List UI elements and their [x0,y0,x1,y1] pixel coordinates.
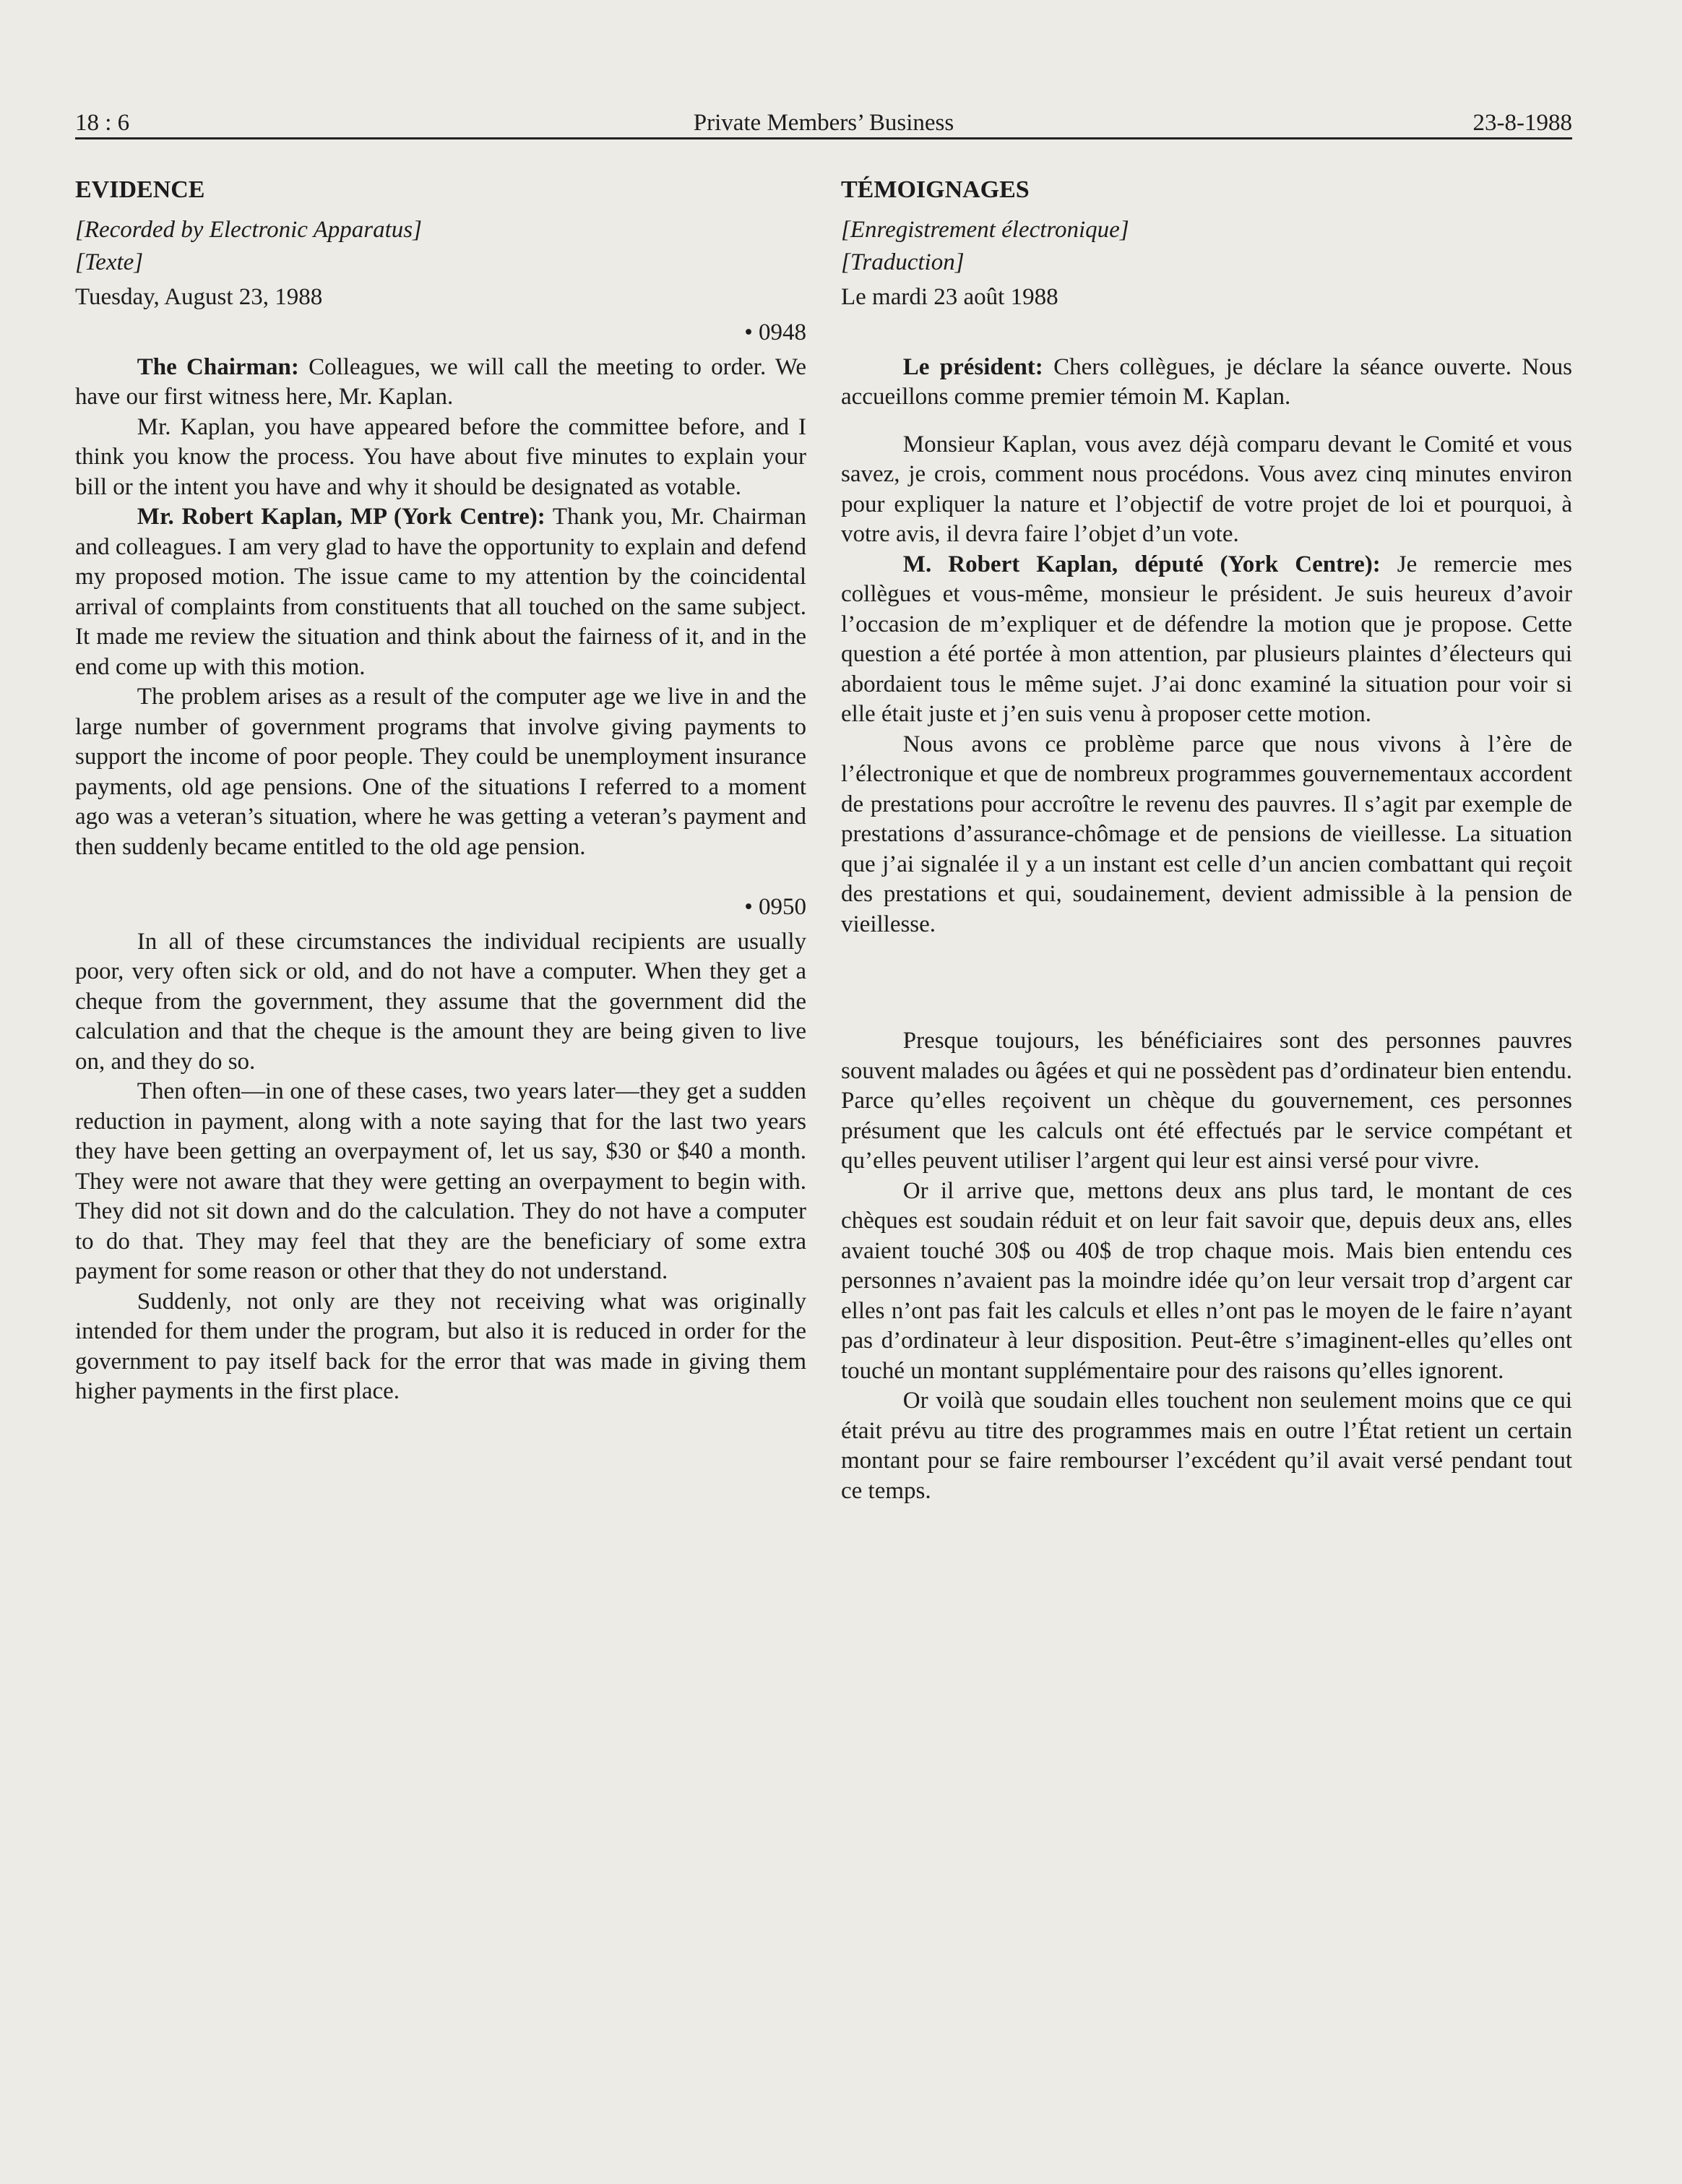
time-stamp: • 0948 [744,319,806,345]
paragraph: Mr. Kaplan, you have appeared before the committee before, and I think you know the process. You have about five minutes to explain your bill or the intent you have and why it should be designated as votable. [75,413,806,500]
time-stamp: • 0950 [744,894,806,920]
paragraph: The problem arises as a result of the computer age we live in and the large number of government programs that involve giving payments to support the income of poor people. They could be unemployment insurance payments, old age pensions. One of the situations I referred to a moment ago was a veteran’s situation, where he was getting a veteran’s payment and then suddenly became entitled to the old age pension. [75,684,806,860]
session-date: Tuesday, August 23, 1988 [75,283,323,310]
paragraph [841,353,1572,413]
speaker-name: M. Robert Kaplan, député (York Centre): [902,551,1381,577]
evidence-heading: EVIDENCE [75,176,205,203]
running-title: Private Members’ Business [693,110,954,136]
recorded-note: [Enregistrement électronique] [841,216,1129,243]
text-note: [Traduction] [841,249,965,275]
session-date: Le mardi 23 août 1988 [841,283,1058,310]
paragraph: Suddenly, not only are they not receiving what was originally intended for them under the program, but also it is reduced in order for the government to pay itself back for the error that was made in giving them higher payments in the first place. [75,1288,806,1404]
paragraph: Nous avons ce problème parce que nous vivons à l’ère de l’électronique et que de nombreux programmes gouvernementaux accordent de prestations pour accroître le revenu des pauvres. Il s’agit par exemple de prestations d’assurance-chômage et de pensions de vieillesse. La situation que j’ai signalée il y a un instant est celle d’un ancien combattant qui reçoit des prestations et qui, soudainement, devient admissible à la pension de vieillesse. [841,731,1572,937]
temoignages-heading: TÉMOIGNAGES [841,176,1030,203]
speech-text: Chers collègues, je déclare la séance ouverte. Nous accueillons comme premier témoin M. Kaplan. [841,353,1572,410]
speaker-name: Le président: [902,353,1043,380]
text-note: [Texte] [75,249,144,275]
speech-text: Je remercie mes collègues et vous-même, monsieur le président. Je suis heureux d’avoir l’occasion de m’expliquer et de défendre la motion que je propose. Cette question a été portée à mon attention, par plusieurs plaintes d’électeurs qui abordaient tous le même sujet. J’ai donc examiné la situation pour voir si elle était juste et j’en suis venu à proposer cette motion. [841,551,1572,727]
french-column [841,175,1572,1506]
paragraph: Or il arrive que, mettons deux ans plus tard, le montant de ces chèques est soudain réduit et on leur fait savoir que, depuis deux ans, elles avaient touché 30$ ou 40$ de trop chaque mois. Mais bien entendu ces personnes n’avaient pas la moindre idée qu’on leur versait trop d’argent car elles n’ont pas fait les calculs et elles n’ont pas le moyen de le faire n’ayant pas d’ordinateur à leur disposition. Peut-être s’imaginent-elles qu’elles ont touché un montant supplémentaire pour des raisons qu’elles ignorent. [841,1177,1572,1384]
paragraph: Monsieur Kaplan, vous avez déjà comparu devant le Comité et vous savez, je crois, comment nous procédons. Vous avez cinq minutes environ pour expliquer la nature et l’objectif de votre projet de loi et pourquoi, à votre avis, il devra faire l’objet d’un vote. [841,431,1572,547]
header-rule [75,137,1572,139]
english-column [75,175,806,1407]
recorded-note: [Recorded by Electronic Apparatus] [75,216,422,243]
paragraph [75,502,806,682]
paragraph [841,550,1572,730]
speaker-name: The Chairman: [137,353,299,380]
paragraph: Presque toujours, les bénéficiaires sont des personnes pauvres souvent malades ou âgées et qui ne possèdent pas d’ordinateur bien entendu. Parce qu’elles reçoivent un chèque du gouvernement, ces personnes présument que les calculs ont été effectués par le service compétant et qu’elles peuvent utiliser l’argent qui leur est ainsi versé pour vivre. [841,1028,1572,1174]
paragraph: In all of these circumstances the individual recipients are usually poor, very often sick or old, and do not have a computer. When they get a cheque from the government, they assume that the government did the calculation and that the cheque is the amount they are being given to live on, and they do so. [75,928,806,1075]
paragraph: Then often—in one of these cases, two years later—they get a sudden reduction in payment, along with a note saying that for the last two years they have been getting an overpayment of, let us say, $30 or $40 a month. They were not aware that they were getting an overpayment to begin with. They did not sit down and do the calculation. They do not have a computer to do that. They may feel that they are the beneficiary of some extra payment for some reason or other that they do not understand. [75,1078,806,1284]
speech-text: Thank you, Mr. Chairman and colleagues. I am very glad to have the opportunity to explain and defend my proposed motion. The issue came to my attention by the coincidental arrival of complaints from constituents that all touched on the same subject. It made me review the situation and think about the fairness of it, and in the end come up with this motion. [75,504,807,680]
page-header [75,108,1572,137]
speaker-name: Mr. Robert Kaplan, MP (York Centre): [137,504,545,530]
speech-text: Colleagues, we will call the meeting to order. We have our first witness here, Mr. Kaplan. [75,353,806,410]
paragraph [75,353,806,413]
page-number: 18 : 6 [75,110,130,136]
paragraph: Or voilà que soudain elles touchent non seulement moins que ce qui était prévu au titre des programmes mais en outre l’État retient un certain montant pour se faire rembourser l’excédent qu’il avait versé pendant tout ce temps. [841,1388,1572,1504]
header-date: 23-8-1988 [1472,110,1572,136]
